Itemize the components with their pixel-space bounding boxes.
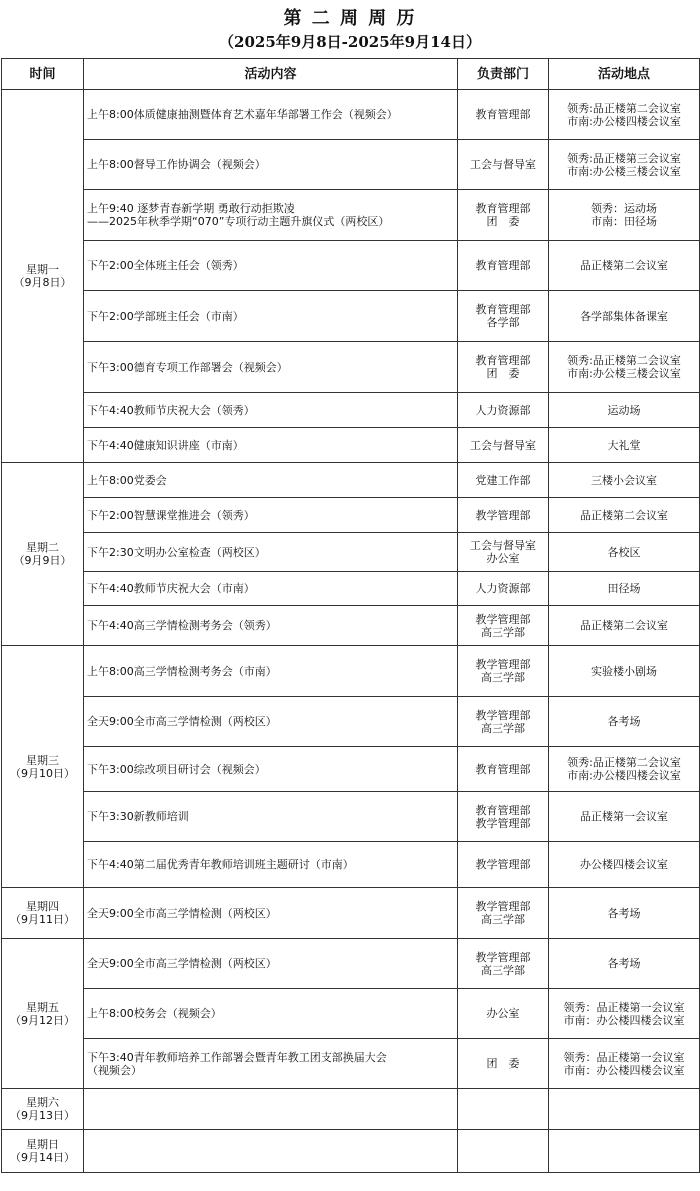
department-line: 团 委 bbox=[486, 367, 520, 380]
activity-cell bbox=[84, 646, 458, 697]
activity-cell bbox=[84, 606, 458, 646]
location-cell bbox=[549, 646, 700, 697]
department-cell bbox=[458, 463, 549, 498]
table-row bbox=[2, 888, 700, 939]
location-line: 各考场 bbox=[607, 715, 641, 728]
day-cell bbox=[2, 888, 84, 939]
table-row bbox=[2, 533, 700, 572]
activity-cell bbox=[84, 90, 458, 140]
location-cell bbox=[549, 989, 700, 1039]
department-line: 教育管理部 bbox=[475, 303, 531, 316]
table-row bbox=[2, 498, 700, 533]
department-cell bbox=[458, 140, 549, 190]
location-line: 三楼小会议室 bbox=[591, 473, 657, 487]
table-row bbox=[2, 393, 700, 428]
activity-line: 下午3:30新教师培训 bbox=[87, 810, 189, 823]
location-cell bbox=[549, 498, 700, 533]
activity-cell bbox=[84, 939, 458, 989]
location-cell bbox=[549, 241, 700, 291]
activity-line: 上午8:00督导工作协调会（视频会） bbox=[87, 158, 266, 171]
activity-cell bbox=[84, 140, 458, 190]
department-cell bbox=[458, 792, 549, 842]
department-line: 办公室 bbox=[486, 552, 520, 565]
location-cell bbox=[549, 428, 700, 463]
column-header-activity: 活动内容 bbox=[84, 59, 458, 90]
department-line: 党建工作部 bbox=[475, 473, 531, 487]
activity-cell bbox=[84, 393, 458, 428]
location-line: 实验楼小剧场 bbox=[591, 664, 657, 678]
location-line: 市南：办公楼四楼会议室 bbox=[563, 1013, 685, 1027]
activity-cell bbox=[84, 697, 458, 747]
department-cell bbox=[458, 842, 549, 888]
department-line: 高三学部 bbox=[481, 721, 525, 735]
schedule-body bbox=[2, 90, 700, 1173]
day-cell bbox=[2, 90, 84, 463]
department-line: 人力资源部 bbox=[475, 582, 531, 595]
department-cell bbox=[458, 747, 549, 792]
date-label: （9月8日） bbox=[13, 276, 72, 289]
page-title: 第 二 周 周 历 bbox=[283, 8, 417, 29]
location-line: 田径场 bbox=[607, 582, 641, 595]
activity-cell bbox=[84, 190, 458, 241]
activity-line: 下午3:00德育专项工作部署会（视频会） bbox=[87, 360, 288, 374]
table-row bbox=[2, 342, 700, 393]
table-row bbox=[2, 747, 700, 792]
location-line: 各学部集体备课室 bbox=[580, 309, 668, 323]
location-cell bbox=[549, 463, 700, 498]
weekday-label: 星期一 bbox=[26, 263, 59, 276]
date-label: （9月10日） bbox=[10, 766, 75, 780]
location-cell bbox=[549, 393, 700, 428]
table-row bbox=[2, 1039, 700, 1089]
activity-line: 上午8:00校务会（视频会） bbox=[87, 1007, 222, 1020]
location-line: 大礼堂 bbox=[607, 438, 641, 452]
department-line: 教学管理部 bbox=[475, 816, 531, 830]
location-cell bbox=[549, 1130, 700, 1173]
location-line: 品正楼第二会议室 bbox=[580, 259, 668, 272]
table-row bbox=[2, 140, 700, 190]
location-cell bbox=[549, 697, 700, 747]
location-cell bbox=[549, 606, 700, 646]
table-row bbox=[2, 606, 700, 646]
activity-cell bbox=[84, 1089, 458, 1130]
activity-line: 下午3:40青年教师培养工作部署会暨青年教工团支部换届大会 bbox=[87, 1050, 387, 1064]
location-line: 市南：办公楼四楼会议室 bbox=[563, 1063, 685, 1077]
table-row bbox=[2, 792, 700, 842]
day-cell bbox=[2, 646, 84, 888]
location-cell bbox=[549, 888, 700, 939]
activity-cell bbox=[84, 1130, 458, 1173]
day-cell bbox=[2, 939, 84, 1089]
department-line: 团 委 bbox=[486, 215, 520, 228]
activity-cell bbox=[84, 888, 458, 939]
location-line: 各考场 bbox=[607, 957, 641, 970]
location-cell bbox=[549, 342, 700, 393]
activity-line: （视频会） bbox=[87, 1063, 142, 1077]
location-line: 领秀：品正楼第一会议室 bbox=[563, 1000, 685, 1014]
department-line: 高三学部 bbox=[481, 913, 525, 926]
location-cell bbox=[549, 792, 700, 842]
activity-line: 下午4:40第二届优秀青年教师培训班主题研讨（市南） bbox=[87, 858, 354, 871]
activity-cell bbox=[84, 533, 458, 572]
activity-line: 全天9:00全市高三学情检测（两校区） bbox=[87, 906, 277, 920]
department-line: 工会与督导室 bbox=[470, 158, 536, 171]
activity-line: 下午2:00智慧课堂推进会（领秀） bbox=[87, 508, 255, 522]
activity-line: 下午4:40健康知识讲座（市南） bbox=[87, 438, 244, 452]
location-line: 办公楼四楼会议室 bbox=[580, 858, 668, 871]
department-line: 教学管理部 bbox=[475, 508, 531, 522]
weekly-schedule-table bbox=[1, 58, 700, 1173]
location-line: 领秀：品正楼第一会议室 bbox=[563, 1050, 685, 1064]
activity-line: 下午2:30文明办公室检查（两校区） bbox=[87, 545, 266, 559]
activity-cell bbox=[84, 572, 458, 606]
department-line: 办公室 bbox=[486, 1007, 520, 1020]
location-line: 各考场 bbox=[607, 906, 641, 920]
activity-cell bbox=[84, 842, 458, 888]
location-cell bbox=[549, 90, 700, 140]
activity-cell bbox=[84, 241, 458, 291]
location-cell bbox=[549, 1089, 700, 1130]
department-cell bbox=[458, 428, 549, 463]
weekday-label: 星期日 bbox=[26, 1138, 59, 1151]
location-line: 市南:办公楼三楼会议室 bbox=[567, 367, 681, 380]
department-cell bbox=[458, 606, 549, 646]
department-line: 教育管理部 bbox=[475, 259, 531, 272]
department-line: 教育管理部 bbox=[475, 202, 531, 215]
date-label: （9月12日） bbox=[10, 1013, 75, 1027]
table-row bbox=[2, 646, 700, 697]
activity-cell bbox=[84, 792, 458, 842]
department-cell bbox=[458, 697, 549, 747]
department-cell bbox=[458, 1039, 549, 1089]
department-cell bbox=[458, 90, 549, 140]
location-cell bbox=[549, 140, 700, 190]
location-cell bbox=[549, 533, 700, 572]
location-cell bbox=[549, 842, 700, 888]
department-cell bbox=[458, 572, 549, 606]
date-range-subtitle: （2025年9月8日-2025年9月14日） bbox=[219, 33, 481, 51]
location-cell bbox=[549, 1039, 700, 1089]
location-line: 领秀:品正楼第二会议室 bbox=[567, 101, 681, 115]
activity-cell bbox=[84, 463, 458, 498]
table-row bbox=[2, 241, 700, 291]
weekday-label: 星期二 bbox=[26, 541, 59, 554]
department-cell bbox=[458, 291, 549, 342]
location-line: 领秀:品正楼第三会议室 bbox=[567, 151, 681, 165]
location-line: 品正楼第二会议室 bbox=[580, 619, 668, 632]
activity-line: 下午4:40教师节庆祝大会（市南） bbox=[87, 582, 255, 595]
department-cell bbox=[458, 1130, 549, 1173]
activity-line: 上午8:00党委会 bbox=[87, 473, 167, 487]
table-row bbox=[2, 842, 700, 888]
department-line: 工会与督导室 bbox=[470, 539, 536, 552]
location-line: 市南:办公楼三楼会议室 bbox=[567, 164, 681, 178]
department-cell bbox=[458, 190, 549, 241]
table-row bbox=[2, 1130, 700, 1173]
weekday-label: 星期五 bbox=[26, 1000, 59, 1014]
location-line: 领秀：运动场 bbox=[591, 202, 657, 215]
column-header-time: 时间 bbox=[2, 59, 84, 90]
location-line: 领秀:品正楼第二会议室 bbox=[567, 354, 681, 367]
location-line: 品正楼第二会议室 bbox=[580, 508, 668, 522]
column-header-location: 活动地点 bbox=[549, 59, 700, 90]
table-row bbox=[2, 190, 700, 241]
activity-line: ——2025年秋季学期“070”专项行动主题升旗仪式（两校区） bbox=[87, 215, 390, 228]
location-cell bbox=[549, 939, 700, 989]
activity-line: 下午4:40高三学情检测考务会（领秀） bbox=[87, 619, 277, 632]
day-cell bbox=[2, 1089, 84, 1130]
department-line: 工会与督导室 bbox=[470, 438, 536, 452]
activity-cell bbox=[84, 747, 458, 792]
table-row bbox=[2, 291, 700, 342]
department-line: 高三学部 bbox=[481, 963, 525, 977]
table-row bbox=[2, 989, 700, 1039]
table-row bbox=[2, 90, 700, 140]
department-cell bbox=[458, 888, 549, 939]
department-line: 教学管理部 bbox=[475, 708, 531, 722]
department-cell bbox=[458, 989, 549, 1039]
activity-line: 上午8:00高三学情检测考务会（市南） bbox=[87, 664, 277, 678]
day-cell bbox=[2, 1130, 84, 1173]
activity-line: 下午3:00综改项目研讨会（视频会） bbox=[87, 762, 266, 776]
activity-line: 全天9:00全市高三学情检测（两校区） bbox=[87, 715, 277, 728]
activity-line: 下午2:00全体班主任会（领秀） bbox=[87, 259, 244, 272]
department-line: 教育管理部 bbox=[475, 803, 531, 817]
location-line: 市南:办公楼四楼会议室 bbox=[567, 114, 681, 128]
date-label: （9月14日） bbox=[10, 1151, 75, 1164]
activity-line: 全天9:00全市高三学情检测（两校区） bbox=[87, 957, 277, 970]
department-cell bbox=[458, 533, 549, 572]
department-line: 各学部 bbox=[486, 316, 520, 329]
weekday-label: 星期六 bbox=[26, 1096, 59, 1109]
department-line: 高三学部 bbox=[481, 625, 525, 639]
table-row bbox=[2, 1089, 700, 1130]
department-line: 教学管理部 bbox=[475, 950, 531, 964]
table-row bbox=[2, 428, 700, 463]
activity-cell bbox=[84, 291, 458, 342]
location-line: 市南:办公楼四楼会议室 bbox=[567, 769, 681, 782]
location-line: 运动场 bbox=[607, 403, 641, 417]
location-line: 领秀:品正楼第二会议室 bbox=[567, 756, 681, 769]
weekday-label: 星期四 bbox=[26, 900, 59, 913]
department-line: 教育管理部 bbox=[475, 354, 531, 367]
department-line: 教育管理部 bbox=[475, 762, 531, 776]
activity-line: 上午9:40 逐梦青春新学期 勇敢行动拒欺凌 bbox=[87, 202, 295, 215]
weekday-label: 星期三 bbox=[26, 753, 59, 767]
table-row bbox=[2, 463, 700, 498]
activity-cell bbox=[84, 1039, 458, 1089]
table-header-row bbox=[2, 59, 700, 90]
department-line: 团 委 bbox=[486, 1057, 520, 1070]
department-cell bbox=[458, 1089, 549, 1130]
location-cell bbox=[549, 190, 700, 241]
department-line: 教育管理部 bbox=[475, 108, 531, 121]
department-cell bbox=[458, 939, 549, 989]
department-line: 教学管理部 bbox=[475, 858, 531, 871]
column-header-department: 负责部门 bbox=[458, 59, 549, 90]
date-label: （9月9日） bbox=[13, 554, 72, 567]
department-cell bbox=[458, 342, 549, 393]
activity-cell bbox=[84, 342, 458, 393]
department-cell bbox=[458, 241, 549, 291]
table-row bbox=[2, 572, 700, 606]
department-line: 高三学部 bbox=[481, 671, 525, 684]
activity-cell bbox=[84, 498, 458, 533]
activity-cell bbox=[84, 428, 458, 463]
table-row bbox=[2, 697, 700, 747]
department-cell bbox=[458, 646, 549, 697]
location-cell bbox=[549, 291, 700, 342]
table-row bbox=[2, 939, 700, 989]
department-line: 教学管理部 bbox=[475, 658, 531, 671]
department-line: 教学管理部 bbox=[475, 900, 531, 913]
location-cell bbox=[549, 572, 700, 606]
location-line: 品正楼第一会议室 bbox=[580, 810, 668, 823]
location-line: 各校区 bbox=[607, 545, 641, 559]
location-line: 市南：田径场 bbox=[591, 215, 657, 228]
activity-line: 下午2:00学部班主任会（市南） bbox=[87, 309, 244, 323]
location-cell bbox=[549, 747, 700, 792]
activity-line: 上午8:00体质健康抽测暨体育艺术嘉年华部署工作会（视频会） bbox=[87, 108, 398, 121]
date-label: （9月13日） bbox=[10, 1109, 75, 1122]
department-line: 教学管理部 bbox=[475, 612, 531, 626]
day-cell bbox=[2, 463, 84, 646]
department-line: 人力资源部 bbox=[475, 403, 531, 417]
department-cell bbox=[458, 498, 549, 533]
activity-cell bbox=[84, 989, 458, 1039]
date-label: （9月11日） bbox=[10, 913, 75, 926]
activity-line: 下午4:40教师节庆祝大会（领秀） bbox=[87, 403, 255, 417]
department-cell bbox=[458, 393, 549, 428]
